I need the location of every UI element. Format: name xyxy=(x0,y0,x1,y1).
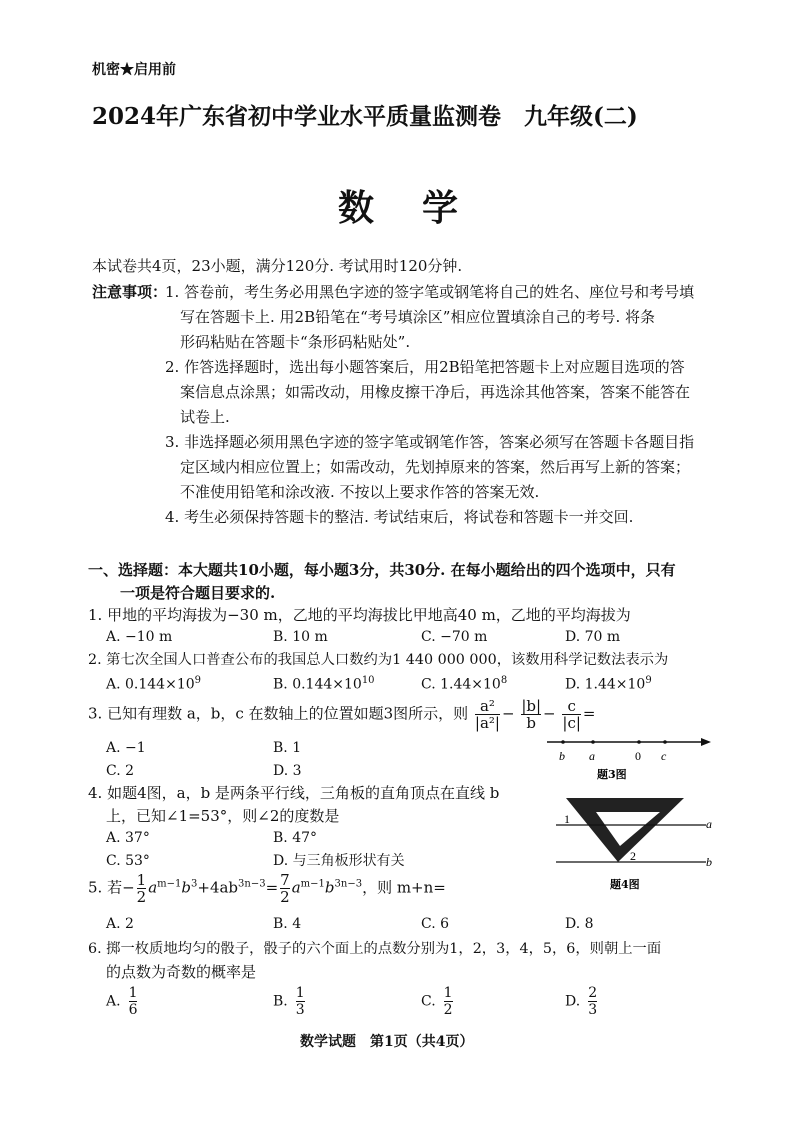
q5-fraction-2: $\frac{7}{2}$ xyxy=(280,871,290,906)
label-c: c xyxy=(661,749,667,763)
q1-option-a: A. −10 m xyxy=(106,629,173,645)
note-2-line-1: 2. 作答选择题时，选出每小题答案后，用2B铅笔把答题卡上对应题目选项的答 xyxy=(165,358,685,376)
point-a xyxy=(591,740,595,744)
note-1-line-3: 形码粘贴在答题卡“条形码粘贴处”. xyxy=(180,333,411,351)
q2-stem: 2. 第七次全国人口普查公布的我国总人口数约为1 440 000 000，该数用科学记数法表示为 xyxy=(88,652,669,668)
q4-option-c: C. 53° xyxy=(106,853,150,869)
q5-stem: 5. 若− $\frac{1}{2}$ $a^{m-1}b^3+4ab^{3n-3}=$ $\frac{7}{2}$ $a^{m-1}b^{3n-3}$，则 m+n= xyxy=(88,871,446,906)
q4-option-a: A. 37° xyxy=(106,830,150,846)
q4-stem-line-2: 上，已知∠1=53°，则∠2的度数是 xyxy=(106,807,340,825)
q1-option-c: C. −70 m xyxy=(421,629,488,645)
note-2-line-2: 案信息点涂黑；如需改动，用橡皮擦干净后，再选涂其他答案，答案不能答在 xyxy=(180,383,691,401)
angle-2-label: 2 xyxy=(630,849,636,863)
q5-option-a: A. 2 xyxy=(106,916,134,932)
line-b-label: b xyxy=(706,855,712,869)
point-c xyxy=(663,740,667,744)
q1-option-d: D. 70 m xyxy=(565,629,621,645)
label-b: b xyxy=(559,749,565,763)
q2-option-d: D. $1.44\times 10^9$ xyxy=(565,675,652,693)
q3-fraction-3: $\frac{c}{|c|}$ xyxy=(562,697,581,732)
q3-fraction-1: $\frac{\text{a²}}{\text{|a²|}}$ xyxy=(474,697,500,732)
q3-option-c: C. 2 xyxy=(106,763,135,779)
q5-fraction-1: $\frac{1}{2}$ xyxy=(136,871,147,906)
section1-heading-cont: 一项是符合题目要求的. xyxy=(120,584,276,602)
section1-heading: 一、选择题：本大题共10小题，每小题3分，共30分. 在每小题给出的四个选项中，只有 xyxy=(88,561,676,579)
q3-option-d: D. 3 xyxy=(273,763,302,779)
note-1-line-2: 写在答题卡上. 用2B铅笔在“考号填涂区”相应位置填涂自己的考号. 将条 xyxy=(180,308,655,326)
q6-option-b: B. $\frac{1}{3}$ xyxy=(273,985,305,1018)
subject-title: 数 学 xyxy=(338,187,465,229)
q5-option-c: C. 6 xyxy=(421,916,450,932)
exam-summary: 本试卷共4页，23小题，满分120分. 考试用时120分钟. xyxy=(92,257,463,275)
q6-option-d: D. $\frac{2}{3}$ xyxy=(565,985,598,1018)
q5-option-d: D. 8 xyxy=(565,916,594,932)
label-a: a xyxy=(589,749,595,763)
note-2-line-3: 试卷上. xyxy=(180,408,230,426)
q1-option-b: B. 10 m xyxy=(273,629,328,645)
q3-fraction-2: $\frac{|b|}{b}$ xyxy=(521,697,542,732)
q3-figure-caption: 题3图 xyxy=(597,768,627,781)
notes-label: 注意事项： xyxy=(92,283,168,301)
q6-option-c: C. $\frac{1}{2}$ xyxy=(421,985,453,1018)
q1-stem: 1. 甲地的平均海拔为−30 m，乙地的平均海拔比甲地高40 m，乙地的平均海拔为 xyxy=(88,606,631,624)
note-3-line-3: 不准使用铅笔和涂改液. 不按以上要求作答的答案无效. xyxy=(180,483,540,501)
q5-option-b: B. 4 xyxy=(273,916,302,932)
q4-triangle-figure xyxy=(556,792,716,892)
page-footer: 数学试题 第1页（共4页） xyxy=(300,1034,474,1050)
note-3-line-1: 3. 非选择题必须用黑色字迹的签字笔或钢笔作答，答案必须写在答题卡各题目指 xyxy=(165,433,695,451)
angle-1-label: 1 xyxy=(564,812,570,826)
q4-option-d: D. 与三角板形状有关 xyxy=(273,853,405,869)
q4-stem-line-1: 4. 如题4图，a，b 是两条平行线，三角板的直角顶点在直线 b xyxy=(88,784,500,802)
q3-number-line-figure xyxy=(545,730,715,782)
line-a-label: a xyxy=(706,817,712,831)
note-4-line-1: 4. 考生必须保持答题卡的整洁. 考试结束后，将试卷和答题卡一并交回. xyxy=(165,508,634,526)
point-0 xyxy=(637,740,641,744)
q6-stem-line-2: 的点数为奇数的概率是 xyxy=(106,963,257,981)
q2-option-b: B. $0.144\times 10^{10}$ xyxy=(273,675,375,693)
q2-option-c: C. $1.44\times 10^8$ xyxy=(421,675,508,693)
q6-stem-line-1: 6. 掷一枚质地均匀的骰子，骰子的六个面上的点数分别为1，2，3，4，5，6，则朝上一面 xyxy=(88,941,662,957)
point-b xyxy=(561,740,565,744)
q6-option-a: A. $\frac{1}{6}$ xyxy=(106,985,138,1018)
note-3-line-2: 定区域内相应位置上；如需改动，先划掉原来的答案，然后再写上新的答案； xyxy=(180,458,691,476)
q3-option-a: A. −1 xyxy=(106,740,146,756)
label-0: 0 xyxy=(635,749,641,763)
note-1-line-1: 1. 答卷前，考生务必用黑色字迹的签字笔或钢笔将自己的姓名、座位号和考号填 xyxy=(165,283,695,301)
confidential-mark: 机密★启用前 xyxy=(92,62,176,78)
q3-stem: 3. 已知有理数 a，b，c 在数轴上的位置如题3图所示，则 $\frac{\text{a²}}{\text{|a²|}}$ − $\frac{|b|}{b}$ − $\frac{c}{|c|}$ = xyxy=(88,697,596,732)
q4-figure-caption: 题4图 xyxy=(610,878,640,891)
q3-option-b: B. 1 xyxy=(273,740,302,756)
number-line-arrow xyxy=(701,738,711,746)
q4-option-b: B. 47° xyxy=(273,830,318,846)
exam-title: 2024年广东省初中学业水平质量监测卷 九年级(二) xyxy=(92,103,638,130)
q2-option-a: A. $0.144\times 10^9$ xyxy=(106,675,202,693)
